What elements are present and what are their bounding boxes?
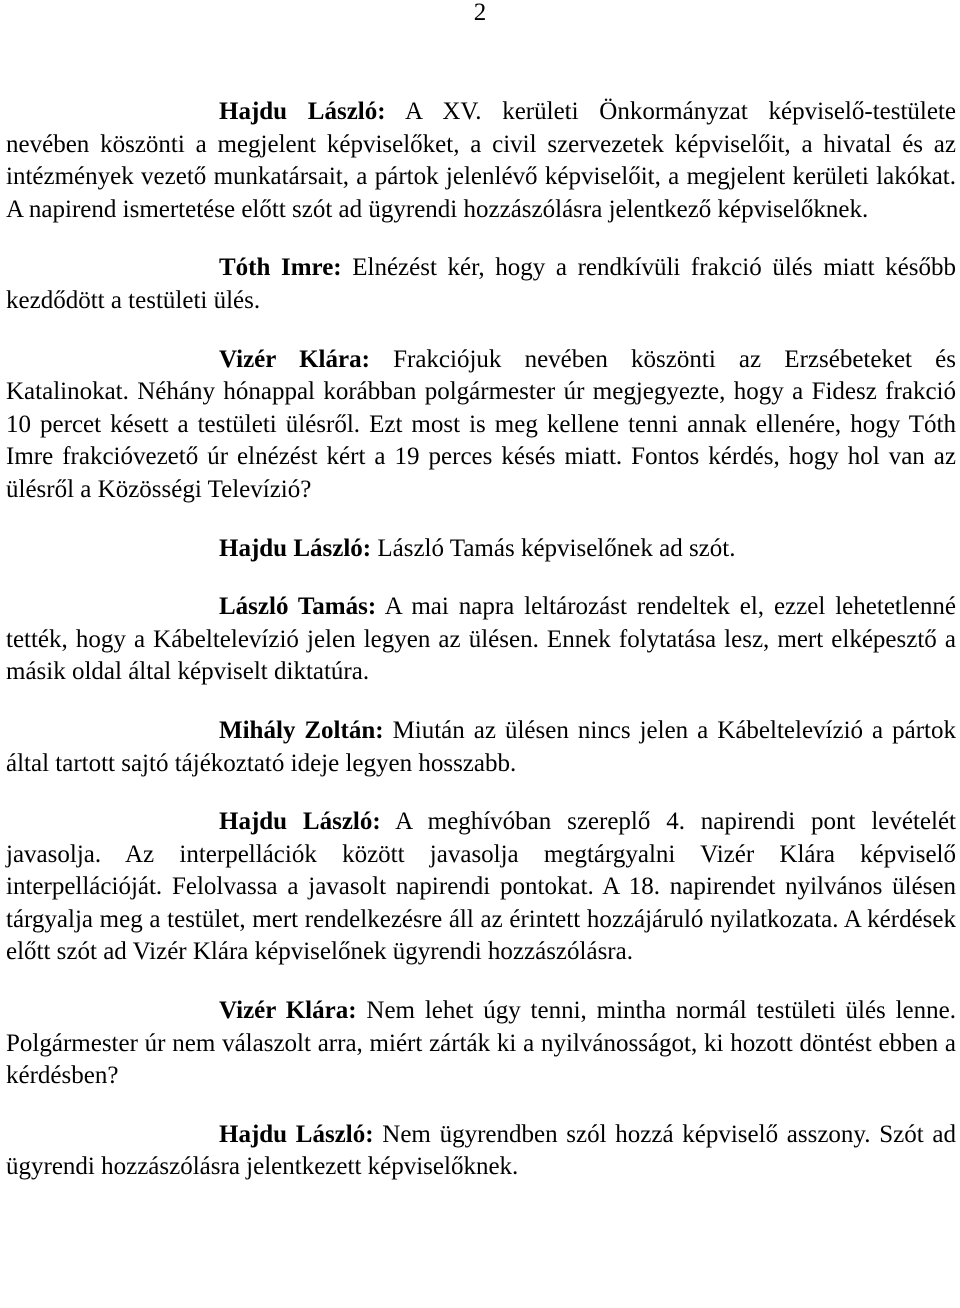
page-number: 2 (473, 0, 487, 26)
speech-text: Miután az ülésen nincs jelen a Kábeltelevízió a pártok által tartott sajtó tájékoztató ideje legyen hosszabb. (6, 716, 956, 777)
paragraph-2 (6, 252, 956, 317)
speaker-name: Hajdu László: (219, 1120, 374, 1148)
speaker-name: Tóth Imre: (219, 254, 342, 282)
speaker-name: Vizér Klára: (219, 345, 370, 373)
speech-text: László Tamás képviselőnek ad szót. (377, 534, 736, 562)
minutes-body (6, 96, 956, 1210)
paragraph-9 (6, 1119, 956, 1184)
speech-text: Nem lehet úgy tenni, mintha normál testületi ülés lenne. Polgármester úr nem válaszolt arra, miért zárták ki a nyilvánosságot, ki hozott döntést ebben a kérdésben? (6, 997, 956, 1090)
speech-text: Nem ügyrendben szól hozzá képviselő asszony. Szót ad ügyrendi hozzászólásra jelentkezett képviselőknek. (6, 1120, 956, 1181)
paragraph-4 (6, 533, 956, 566)
speech-text: Frakciójuk nevében köszönti az Erzsébeteket és Katalinokat. Néhány hónappal korábban polgármester úr megjegyezte, hogy a Fidesz frakció 10 percet késett a testületi ülésről. Ezt most is meg kellene tenni annak ellenére, hogy Tóth Imre frakcióvezető úr elnézést kért a 19 perces késés miatt. Fontos kérdés, hogy hol van az ülésről a Közösségi Televízió? (6, 345, 956, 503)
speaker-name: Vizér Klára: (219, 997, 357, 1025)
speaker-name: Hajdu László: (219, 534, 372, 562)
paragraph-3 (6, 344, 956, 507)
paragraph-6 (6, 715, 956, 780)
speech-text: A XV. kerületi Önkormányzat képviselő-testülete nevében köszönti a megjelent képviselőket, a civil szervezetek képviselőit, a hivatal és az intézmények vezető munkatársait, a pártok jelenlévő képviselőit, a megjelent kerületi lakókat. A napirend ismertetése előtt szót ad ügyrendi hozzászólásra jelentkező képviselőknek. (6, 98, 956, 223)
speaker-name: Mihály Zoltán: (219, 716, 384, 744)
paragraph-8 (6, 995, 956, 1093)
paragraph-5 (6, 591, 956, 689)
paragraph-1 (6, 96, 956, 226)
speech-text: A mai napra leltározást rendeltek el, ezzel lehetetlenné tették, hogy a Kábeltelevízió jelen legyen az ülésen. Ennek folytatása lesz, mert elképesztő a másik oldal által képviselt diktatúra. (6, 593, 956, 686)
speech-text: Elnézést kér, hogy a rendkívüli frakció ülés miatt később kezdődött a testületi ülés. (6, 254, 956, 314)
speech-text: A meghívóban szereplő 4. napirendi pont levételét javasolja. Az interpellációk között javasolja megtárgyalni Vizér Klára képviselő interpellációját. Felolvassa a javasolt napirendi pontokat. A 18. napirendet nyilvános ülésen tárgyalja meg a testület, mert rendelkezésre áll az érintett hozzájáruló nyilatkozata. A kérdések előtt szót ad Vizér Klára képviselőnek ügyrendi hozzászólásra. (6, 808, 956, 966)
speaker-name: Hajdu László: (219, 98, 386, 125)
speaker-name: Hajdu László: (219, 808, 381, 836)
paragraph-7 (6, 806, 956, 969)
speaker-name: László Tamás: (219, 593, 377, 621)
